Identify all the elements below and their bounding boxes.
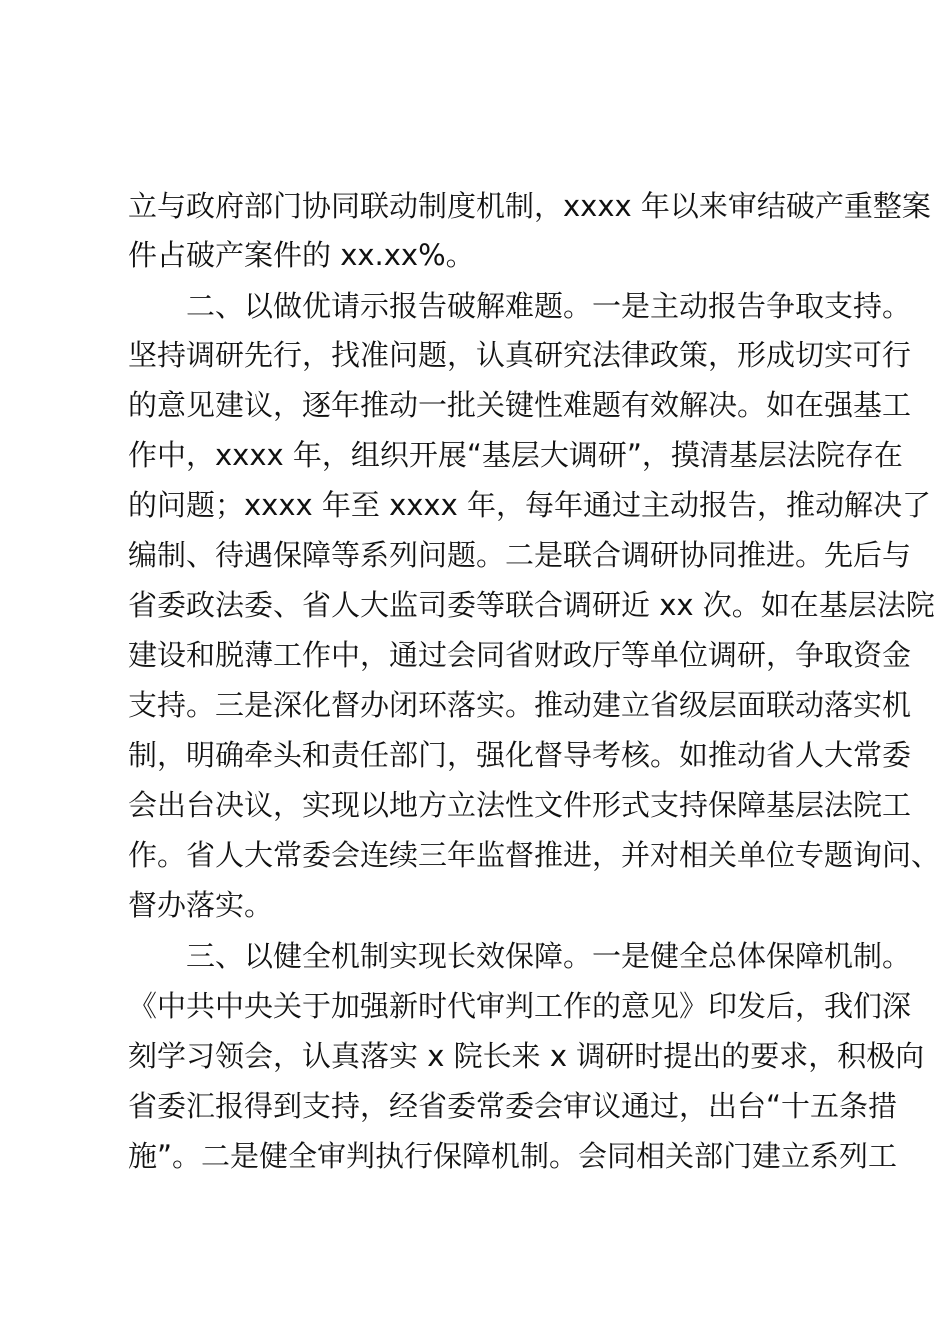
text-line: 作中，xxxx 年，组织开展“基层大调研”，摸清基层法院存在 <box>128 438 903 472</box>
paragraph-heading-line: 二、以做优请示报告破解难题。一是主动报告争取支持。 <box>186 289 912 323</box>
text-line: 坚持调研先行，找准问题，认真研究法律政策，形成切实可行 <box>128 338 912 372</box>
text-line: 施”。二是健全审判执行保障机制。会同相关部门建立系列工 <box>128 1139 898 1173</box>
text-line: 建设和脱薄工作中，通过会同省财政厅等单位调研，争取资金 <box>128 638 912 672</box>
text-line: 的问题；xxxx 年至 xxxx 年，每年通过主动报告，推动解决了 <box>128 488 931 522</box>
text-line: 制，明确牵头和责任部门，强化督导考核。如推动省人大常委 <box>128 738 912 772</box>
text-line: 支持。三是深化督办闭环落实。推动建立省级层面联动落实机 <box>128 688 912 722</box>
text-line: 件占破产案件的 xx.xx%。 <box>128 238 475 272</box>
text-line: 立与政府部门协同联动制度机制，xxxx 年以来审结破产重整案 <box>128 189 931 223</box>
text-line: 省委政法委、省人大监司委等联合调研近 xx 次。如在基层法院 <box>128 588 935 622</box>
paragraph-heading-line: 三、以健全机制实现长效保障。一是健全总体保障机制。 <box>186 939 912 973</box>
text-line: 督办落实。 <box>128 888 274 922</box>
text-line: 刻学习领会，认真落实 x 院长来 x 调研时提出的要求，积极向 <box>128 1039 925 1073</box>
text-line: 编制、待遇保障等系列问题。二是联合调研协同推进。先后与 <box>128 538 912 572</box>
text-line: 省委汇报得到支持，经省委常委会审议通过，出台“十五条措 <box>128 1089 898 1123</box>
text-line: 《中共中央关于加强新时代审判工作的意见》印发后，我们深 <box>128 989 912 1023</box>
text-line: 会出台决议，实现以地方立法性文件形式支持保障基层法院工 <box>128 788 912 822</box>
text-line: 作。省人大常委会连续三年监督推进，并对相关单位专题询问、 <box>128 838 941 872</box>
text-line: 的意见建议，逐年推动一批关键性难题有效解决。如在强基工 <box>128 388 912 422</box>
